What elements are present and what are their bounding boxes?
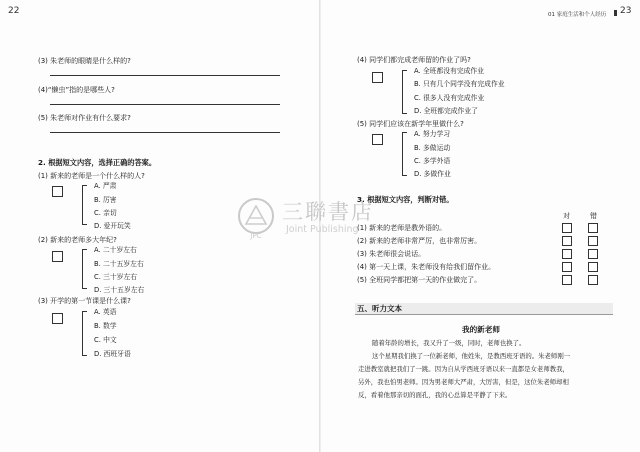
options-bracket xyxy=(402,70,407,114)
false-checkbox[interactable] xyxy=(588,236,598,246)
answer-line[interactable] xyxy=(50,104,280,105)
section2-title: 2. 根据短文内容，选择正确的答案。 xyxy=(38,158,157,167)
option-a: A. 努力学习 xyxy=(414,130,451,138)
mc-question-2: (2) 新来的老师多大年纪? xyxy=(38,236,117,244)
story-line-3: 走进教室就把我们了一跳。因为自从学西班牙语以来一直都是女老师教我， xyxy=(358,365,569,373)
option-b: B. 数学 xyxy=(94,322,117,330)
true-checkbox[interactable] xyxy=(562,249,572,259)
false-checkbox[interactable] xyxy=(588,262,598,272)
answer-line[interactable] xyxy=(50,75,280,76)
tf-statement-3: (3) 朱老师很会说话。 xyxy=(357,250,426,258)
option-a: A. 全班都没有完成作业 xyxy=(414,67,485,75)
publisher-logo-icon xyxy=(236,196,276,240)
story-line-5: 反，看着他那亲切的面孔，我的心总算是平静了下来。 xyxy=(358,391,512,399)
header-marker xyxy=(614,10,617,16)
option-c: C. 亲切 xyxy=(94,209,117,217)
true-checkbox[interactable] xyxy=(562,223,572,233)
svg-text:JPC: JPC xyxy=(250,232,262,240)
true-checkbox[interactable] xyxy=(562,262,572,272)
option-b: B. 厉害 xyxy=(94,196,117,204)
mc-question-4: (4) 同学们都完成老师留的作业了吗? xyxy=(357,56,471,64)
option-d: D. 西班牙语 xyxy=(94,350,131,358)
answer-box[interactable] xyxy=(372,72,383,83)
right-page-number: 23 xyxy=(620,6,632,16)
story-title: 我的新老师 xyxy=(462,325,500,334)
option-b: B. 多做运动 xyxy=(414,144,451,152)
answer-line[interactable] xyxy=(50,132,280,133)
story-line-2: 这个星期我们换了一位新老师，他姓朱，是教西班牙语的。朱老师刚一 xyxy=(372,352,571,360)
option-d: D. 全班都完成作业了 xyxy=(414,107,478,115)
option-d: D. 爱开玩笑 xyxy=(94,222,131,230)
story-line-1: 随着年龄的增长，我又升了一级，同时，老师也换了。 xyxy=(372,339,526,347)
chapter-header: 01 家庭生活和个人经历 xyxy=(548,12,607,18)
true-checkbox[interactable] xyxy=(562,275,572,285)
answer-box[interactable] xyxy=(372,134,383,145)
option-c: C. 很多人没有完成作业 xyxy=(414,94,485,102)
option-b: B. 只有几个同学没有完成作业 xyxy=(414,80,505,88)
watermark-subtitle: Joint Publishing xyxy=(286,224,359,235)
tf-header-right: 对 xyxy=(563,212,570,220)
false-checkbox[interactable] xyxy=(588,275,598,285)
options-bracket xyxy=(82,185,87,225)
answer-box[interactable] xyxy=(52,251,63,262)
section3-title: 3. 根据短文内容，判断对错。 xyxy=(357,195,454,204)
mc-question-5: (5) 同学们应该在新学年里做什么? xyxy=(357,120,464,128)
false-checkbox[interactable] xyxy=(588,223,598,233)
open-question-3: (3) 朱老师的眼睛是什么样的? xyxy=(38,57,131,65)
answer-box[interactable] xyxy=(52,186,63,197)
mc-question-1: (1) 新来的老师是一个什么样的人? xyxy=(38,172,145,180)
option-c: C. 多学外语 xyxy=(414,157,451,165)
tf-statement-5: (5) 全班同学都把第一天的作业做完了。 xyxy=(357,276,482,284)
mc-question-3: (3) 开学的第一节课是什么课? xyxy=(38,297,131,305)
option-c: C. 三十岁左右 xyxy=(94,273,138,281)
tf-statement-4: (4) 第一天上课，朱老师没有给我们留作业。 xyxy=(357,263,496,271)
tf-header-wrong: 错 xyxy=(590,212,597,220)
option-a: A. 严肃 xyxy=(94,182,117,190)
option-a: A. 二十岁左右 xyxy=(94,246,137,254)
section5-title: 五、听力文本 xyxy=(357,304,402,313)
true-checkbox[interactable] xyxy=(562,236,572,246)
options-bracket xyxy=(82,311,87,356)
options-bracket xyxy=(402,132,407,176)
option-d: D. 三十五岁左右 xyxy=(94,286,145,294)
option-c: C. 中文 xyxy=(94,336,117,344)
option-b: B. 二十五岁左右 xyxy=(94,260,144,268)
left-page-number: 22 xyxy=(8,6,20,16)
open-question-5: (5) 朱老师对作业有什么要求? xyxy=(38,114,131,122)
tf-statement-1: (1) 新来的老师是教外语的。 xyxy=(357,224,447,232)
false-checkbox[interactable] xyxy=(588,249,598,259)
option-a: A. 英语 xyxy=(94,308,117,316)
open-question-4: (4)“懒虫”指的是哪些人? xyxy=(38,86,115,94)
option-d: D. 多做作业 xyxy=(414,170,451,178)
story-line-4: 另外，我也怕男老师。因为男老师大严肃，大厉害，但是，这位朱老师却相 xyxy=(358,378,569,386)
answer-box[interactable] xyxy=(52,313,63,324)
tf-statement-2: (2) 新来的老师非常严厉，也非常厉害。 xyxy=(357,237,482,245)
options-bracket xyxy=(82,249,87,289)
watermark-title: 三聯書店 xyxy=(282,200,374,224)
